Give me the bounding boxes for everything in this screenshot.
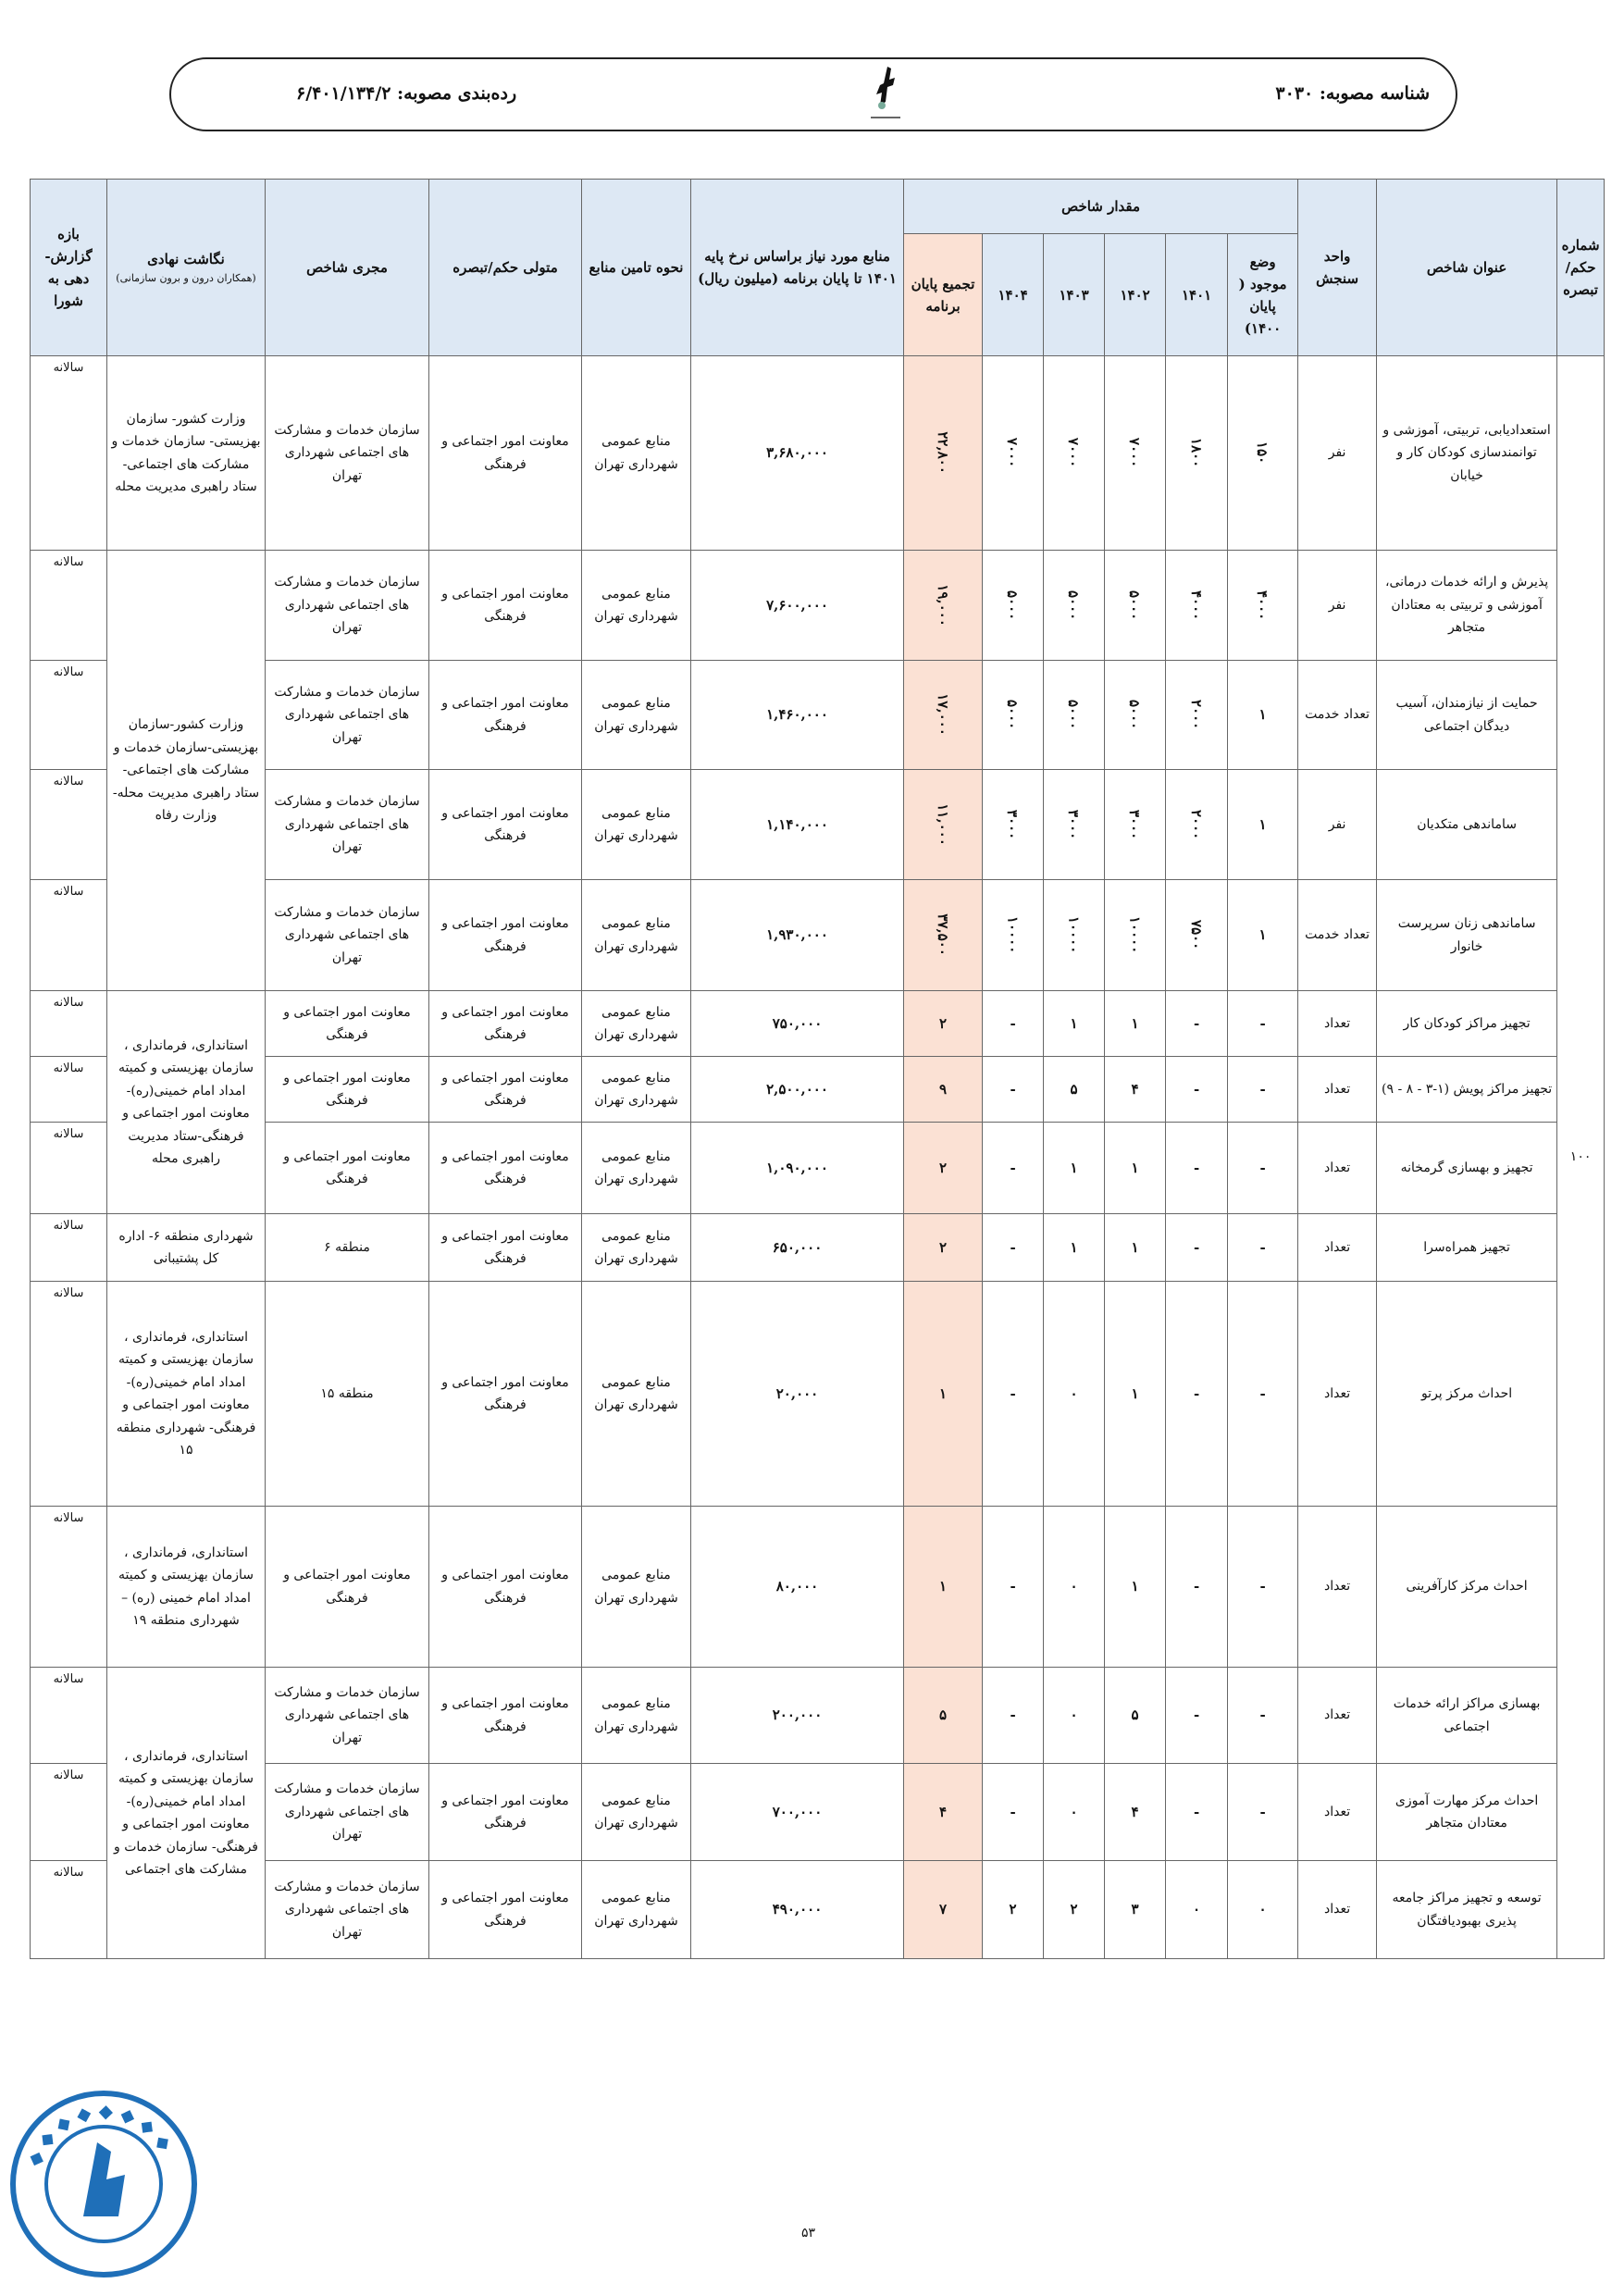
value-y1402: ۴: [1105, 1057, 1166, 1123]
baseline-value: ۰: [1228, 1861, 1298, 1959]
reporting-period: سالانه: [31, 1214, 107, 1282]
indicator-title: پذیرش و ارائه خدمات درمانی، آموزشی و تربیتی به معتادان متجاهر: [1377, 551, 1557, 661]
total-value-value: ۱۷,۰۰۰: [935, 693, 952, 737]
value-y1401: [1166, 880, 1228, 991]
unit: تعداد خدمت: [1298, 880, 1377, 991]
unit: تعداد: [1298, 1507, 1377, 1668]
resources-value: ۷۰۰,۰۰۰: [691, 1764, 904, 1861]
indicator-title: ساماندهی متکدیان: [1377, 770, 1557, 880]
baseline-value: -: [1228, 1668, 1298, 1764]
total-value: [904, 551, 983, 661]
value-y1403: ۰: [1044, 1282, 1105, 1507]
unit: نفر: [1298, 356, 1377, 551]
header-period: بازه گزارش- دهی به شورا: [31, 180, 107, 356]
total-value-value: ۲۲,۸۰۰: [935, 431, 952, 475]
custodian: معاونت امور اجتماعی و فرهنگی: [429, 880, 582, 991]
value-y1401: -: [1166, 1282, 1228, 1507]
value-y1402: [1105, 661, 1166, 770]
institutional-partners: شهرداری منطقه ۶- اداره کل پشتیبانی: [107, 1214, 266, 1282]
total-value: ۹: [904, 1057, 983, 1123]
custodian: معاونت امور اجتماعی و فرهنگی: [429, 770, 582, 880]
baseline-value: -: [1228, 1282, 1298, 1507]
resources-value: ۱,۱۴۰,۰۰۰: [691, 770, 904, 880]
reporting-period: سالانه: [31, 1123, 107, 1214]
indicator-title: توسعه و تجهیز مراکز جامعه پذیری بهبودیافتگان: [1377, 1861, 1557, 1959]
decree-classification: رده‌بندی مصوبه: ۶/۴۰۱/۱۳۴/۲: [296, 83, 517, 104]
funding-source: منابع عمومی شهرداری تهران: [582, 661, 691, 770]
value-y1401-value: ۲۰۰۰: [1188, 809, 1206, 840]
table-row: [31, 1123, 1605, 1214]
value-y1404: -: [983, 1282, 1044, 1507]
table-row: [31, 1861, 1605, 1959]
indicator-title: تجهیز همراه‌سرا: [1377, 1214, 1557, 1282]
resources-value: ۸۰,۰۰۰: [691, 1507, 904, 1668]
header-unit: واحد سنجش: [1298, 180, 1377, 356]
value-y1401: [1166, 661, 1228, 770]
reporting-period: سالانه: [31, 1057, 107, 1123]
value-y1401: [1166, 770, 1228, 880]
custodian: معاونت امور اجتماعی و فرهنگی: [429, 1214, 582, 1282]
baseline-value: -: [1228, 1764, 1298, 1861]
executor: سازمان خدمات و مشارکت های اجتماعی شهرداری تهران: [266, 1668, 429, 1764]
funding-source: منابع عمومی شهرداری تهران: [582, 770, 691, 880]
executor: سازمان خدمات و مشارکت های اجتماعی شهرداری تهران: [266, 770, 429, 880]
resources-value: ۲,۵۰۰,۰۰۰: [691, 1057, 904, 1123]
value-y1401: [1166, 356, 1228, 551]
value-y1401: -: [1166, 1057, 1228, 1123]
value-y1402: [1105, 356, 1166, 551]
value-y1402-value: ۵۰۰۰: [1126, 590, 1144, 621]
funding-source: منابع عمومی شهرداری تهران: [582, 1764, 691, 1861]
institutional-partners: وزارت کشور-سازمان بهزیستی-سازمان خدمات و مشارکت های اجتماعی-ستاد راهبری مدیریت محله- وزارت رفاه: [107, 551, 266, 991]
header-title: عنوان شاخص: [1377, 180, 1557, 356]
header-total: تجمیع پایان برنامه: [904, 234, 983, 356]
table-row: [31, 880, 1605, 991]
indicator-title: تجهیز مراکز پویش (۱-۳ - ۸ - ۹): [1377, 1057, 1557, 1123]
value-y1402: ۱: [1105, 1214, 1166, 1282]
institutional-partners: استانداری، فرمانداری ، سازمان بهزیستی و کمیته امداد امام خمینی(ره)-معاونت امور اجتماعی و فرهنگی- سازمان خدمات و مشارکت های اجتماعی: [107, 1668, 266, 1959]
executor: معاونت امور اجتماعی و فرهنگی: [266, 1507, 429, 1668]
executor: معاونت امور اجتماعی و فرهنگی: [266, 1123, 429, 1214]
value-y1402: ۱: [1105, 1507, 1166, 1668]
baseline-value: ۱: [1228, 770, 1298, 880]
value-y1404-value: ۳۰۰۰: [1004, 809, 1022, 840]
reporting-period: سالانه: [31, 551, 107, 661]
header-1402: ۱۴۰۲: [1105, 234, 1166, 356]
table-row: [31, 1668, 1605, 1764]
baseline-value: ۱: [1228, 661, 1298, 770]
resources-value: ۷,۶۰۰,۰۰۰: [691, 551, 904, 661]
custodian: معاونت امور اجتماعی و فرهنگی: [429, 1764, 582, 1861]
header-number: شماره حکم/ تبصره: [1557, 180, 1605, 356]
value-y1403: [1044, 770, 1105, 880]
baseline-value: -: [1228, 1214, 1298, 1282]
custodian: معاونت امور اجتماعی و فرهنگی: [429, 991, 582, 1057]
reporting-period: سالانه: [31, 661, 107, 770]
baseline-value: -: [1228, 1123, 1298, 1214]
value-y1402: ۱: [1105, 1282, 1166, 1507]
value-y1403: [1044, 661, 1105, 770]
table-body: [31, 356, 1605, 1959]
custodian: معاونت امور اجتماعی و فرهنگی: [429, 356, 582, 551]
funding-source: منابع عمومی شهرداری تهران: [582, 1214, 691, 1282]
value-y1402: [1105, 551, 1166, 661]
document-header: [169, 57, 1457, 131]
reporting-period: سالانه: [31, 1764, 107, 1861]
executor: معاونت امور اجتماعی و فرهنگی: [266, 991, 429, 1057]
unit: تعداد: [1298, 1057, 1377, 1123]
value-y1404: -: [983, 991, 1044, 1057]
total-value: ۵: [904, 1668, 983, 1764]
value-y1403: ۲: [1044, 1861, 1105, 1959]
value-y1403: [1044, 880, 1105, 991]
custodian: معاونت امور اجتماعی و فرهنگی: [429, 1668, 582, 1764]
institutional-partners: استانداری، فرمانداری ، سازمان بهزیستی و کمیته امداد امام خمینی(ره)-معاونت امور اجتماعی و فرهنگی-ستاد مدیریت راهبری محله: [107, 991, 266, 1214]
table-row: [31, 1282, 1605, 1507]
funding-source: منابع عمومی شهرداری تهران: [582, 1668, 691, 1764]
table-row: [31, 1057, 1605, 1123]
total-value: ۱: [904, 1282, 983, 1507]
executor: سازمان خدمات و مشارکت های اجتماعی شهرداری تهران: [266, 1861, 429, 1959]
value-y1402: ۱: [1105, 1123, 1166, 1214]
value-y1404: -: [983, 1668, 1044, 1764]
value-y1401: -: [1166, 991, 1228, 1057]
value-y1401-value: ۲۰۰۰: [1188, 700, 1206, 730]
baseline-value: [1228, 356, 1298, 551]
institutional-partners: استانداری، فرمانداری ، سازمان بهزیستی و کمیته امداد امام خمینی(ره)-معاونت امور اجتماعی و فرهنگی- شهرداری منطقه ۱۵: [107, 1282, 266, 1507]
value-y1401: -: [1166, 1214, 1228, 1282]
total-value-value: ۱۹,۰۰۰: [935, 584, 952, 627]
total-value: ۲: [904, 991, 983, 1057]
value-y1404: [983, 770, 1044, 880]
funding-source: منابع عمومی شهرداری تهران: [582, 356, 691, 551]
value-y1403: ۵: [1044, 1057, 1105, 1123]
reporting-period: سالانه: [31, 991, 107, 1057]
indicator-title: بهسازی مراکز ارائه خدمات اجتماعی: [1377, 1668, 1557, 1764]
value-y1404-value: ۵۰۰۰: [1004, 590, 1022, 621]
total-value-value: ۱۱,۰۰۰: [935, 803, 952, 846]
page-number: ۵۳: [801, 2226, 816, 2240]
indicator-title: تجهیز و بهسازی گرمخانه: [1377, 1123, 1557, 1214]
table-row: [31, 1507, 1605, 1668]
executor: سازمان خدمات و مشارکت های اجتماعی شهرداری تهران: [266, 1764, 429, 1861]
unit: نفر: [1298, 770, 1377, 880]
indicator-title: احداث مرکز کارآفرینی: [1377, 1507, 1557, 1668]
header-funding: نحوه تامین منابع: [582, 180, 691, 356]
custodian: معاونت امور اجتماعی و فرهنگی: [429, 1507, 582, 1668]
value-y1403: ۱: [1044, 991, 1105, 1057]
unit: نفر: [1298, 551, 1377, 661]
reporting-period: سالانه: [31, 356, 107, 551]
value-y1404: ۲: [983, 1861, 1044, 1959]
council-logo-icon: [867, 65, 904, 126]
funding-source: منابع عمومی شهرداری تهران: [582, 551, 691, 661]
executor: سازمان خدمات و مشارکت های اجتماعی شهرداری تهران: [266, 551, 429, 661]
unit: تعداد: [1298, 1764, 1377, 1861]
table-row: [31, 551, 1605, 661]
resources-value: ۶۵۰,۰۰۰: [691, 1214, 904, 1282]
table-row: [31, 1214, 1605, 1282]
value-y1403: ۰: [1044, 1507, 1105, 1668]
unit: تعداد: [1298, 1282, 1377, 1507]
value-y1403-value: ۱۰۰۰۰: [1065, 916, 1083, 954]
custodian: معاونت امور اجتماعی و فرهنگی: [429, 661, 582, 770]
header-executor: مجری شاخص: [266, 180, 429, 356]
indicator-title: ساماندهی زنان سرپرست خانوار: [1377, 880, 1557, 991]
institutional-partners: استانداری، فرمانداری ، سازمان بهزیستی و کمیته امداد امام خمینی (ره) – شهرداری منطقه ۱۹: [107, 1507, 266, 1668]
reporting-period: سالانه: [31, 1507, 107, 1668]
value-y1401: [1166, 551, 1228, 661]
unit: تعداد: [1298, 1668, 1377, 1764]
value-y1402: ۵: [1105, 1668, 1166, 1764]
total-value: [904, 356, 983, 551]
reporting-period: سالانه: [31, 1861, 107, 1959]
reporting-period: سالانه: [31, 770, 107, 880]
value-y1401-value: ۴۰۰۰: [1188, 590, 1206, 621]
header-resources: منابع مورد نیاز براساس نرخ پایه ۱۴۰۱ تا پایان برنامه (میلیون ریال): [691, 180, 904, 356]
total-value: ۲: [904, 1123, 983, 1214]
total-value: [904, 661, 983, 770]
value-y1401: -: [1166, 1764, 1228, 1861]
value-y1402-value: ۷۰۰۰: [1126, 438, 1144, 468]
value-y1403: ۰: [1044, 1668, 1105, 1764]
custodian: معاونت امور اجتماعی و فرهنگی: [429, 1057, 582, 1123]
value-y1402: [1105, 880, 1166, 991]
clause-number: ۱۰۰: [1557, 356, 1605, 1959]
baseline-value-value: ۴۰۰۰: [1254, 590, 1271, 621]
baseline-value: -: [1228, 1507, 1298, 1668]
table-row: [31, 356, 1605, 551]
header-1403: ۱۴۰۳: [1044, 234, 1105, 356]
value-y1404-value: ۱۰۰۰۰: [1004, 916, 1022, 954]
value-y1404: [983, 551, 1044, 661]
value-y1403: ۰: [1044, 1764, 1105, 1861]
value-y1401: ۰: [1166, 1861, 1228, 1959]
total-value: ۱: [904, 1507, 983, 1668]
resources-value: ۴۹۰,۰۰۰: [691, 1861, 904, 1959]
value-y1404-value: ۵۰۰۰: [1004, 700, 1022, 730]
reporting-period: سالانه: [31, 1282, 107, 1507]
resources-value: ۱,۰۹۰,۰۰۰: [691, 1123, 904, 1214]
table-row: [31, 661, 1605, 770]
executor: سازمان خدمات و مشارکت های اجتماعی شهرداری تهران: [266, 661, 429, 770]
unit: تعداد: [1298, 1861, 1377, 1959]
indicator-title: احداث مرکز مهارت آموزی معتادان متجاهر: [1377, 1764, 1557, 1861]
baseline-value: -: [1228, 1057, 1298, 1123]
value-y1404: -: [983, 1764, 1044, 1861]
custodian: معاونت امور اجتماعی و فرهنگی: [429, 1123, 582, 1214]
total-value-value: ۳۷,۵۰۰: [935, 913, 952, 957]
table-row: [31, 1764, 1605, 1861]
value-y1403: ۱: [1044, 1214, 1105, 1282]
value-y1404: -: [983, 1057, 1044, 1123]
value-y1401-value: ۷۵۰۰: [1188, 920, 1206, 950]
resources-value: ۲۰,۰۰۰: [691, 1282, 904, 1507]
table-row: [31, 991, 1605, 1057]
executor: منطقه ۶: [266, 1214, 429, 1282]
baseline-value: ۱: [1228, 880, 1298, 991]
funding-source: منابع عمومی شهرداری تهران: [582, 1507, 691, 1668]
header-1401: ۱۴۰۱: [1166, 234, 1228, 356]
header-indicator-value: مقدار شاخص: [904, 180, 1298, 234]
total-value: ۴: [904, 1764, 983, 1861]
custodian: معاونت امور اجتماعی و فرهنگی: [429, 1282, 582, 1507]
indicator-title: حمایت از نیازمندان، آسیب دیدگان اجتماعی: [1377, 661, 1557, 770]
unit: تعداد: [1298, 991, 1377, 1057]
value-y1404: -: [983, 1123, 1044, 1214]
total-value: [904, 770, 983, 880]
funding-source: منابع عمومی شهرداری تهران: [582, 1282, 691, 1507]
value-y1401: -: [1166, 1668, 1228, 1764]
funding-source: منابع عمومی شهرداری تهران: [582, 1123, 691, 1214]
resources-value: ۲۰۰,۰۰۰: [691, 1668, 904, 1764]
value-y1403: ۱: [1044, 1123, 1105, 1214]
value-y1401-value: ۱۸۰۰: [1188, 438, 1206, 468]
institutional-partners: وزارت کشور- سازمان بهزیستی- سازمان خدمات و مشارکت های اجتماعی-ستاد راهبری مدیریت محله: [107, 356, 266, 551]
resources-value: ۱,۹۳۰,۰۰۰: [691, 880, 904, 991]
value-y1402: [1105, 770, 1166, 880]
executor: سازمان خدمات و مشارکت های اجتماعی شهرداری تهران: [266, 356, 429, 551]
value-y1403-value: ۷۰۰۰: [1065, 438, 1083, 468]
indicator-title: تجهیز مراکز کودکان کار: [1377, 991, 1557, 1057]
value-y1402: ۱: [1105, 991, 1166, 1057]
funding-source: منابع عمومی شهرداری تهران: [582, 1057, 691, 1123]
value-y1401: -: [1166, 1123, 1228, 1214]
value-y1404-value: ۷۰۰۰: [1004, 438, 1022, 468]
value-y1402: ۳: [1105, 1861, 1166, 1959]
decree-id: شناسه مصوبه: ۳۰۳۰: [1275, 83, 1430, 104]
value-y1403-value: ۵۰۰۰: [1065, 700, 1083, 730]
value-y1403-value: ۵۰۰۰: [1065, 590, 1083, 621]
custodian: معاونت امور اجتماعی و فرهنگی: [429, 551, 582, 661]
value-y1403: [1044, 551, 1105, 661]
total-value: ۷: [904, 1861, 983, 1959]
executor: معاونت امور اجتماعی و فرهنگی: [266, 1057, 429, 1123]
total-value: ۲: [904, 1214, 983, 1282]
reporting-period: سالانه: [31, 880, 107, 991]
header-partners-sub: (همکاران درون و برون سازمانی): [116, 272, 256, 285]
funding-source: منابع عمومی شهرداری تهران: [582, 1861, 691, 1959]
value-y1401: -: [1166, 1507, 1228, 1668]
header-custodian: متولی حکم/تبصره: [429, 180, 582, 356]
indicator-title: احداث مرکز پرتو: [1377, 1282, 1557, 1507]
executor: سازمان خدمات و مشارکت های اجتماعی شهرداری تهران: [266, 880, 429, 991]
indicator-title: استعدادیابی، تربیتی، آموزشی و توانمندسازی کودکان کار و خیابان: [1377, 356, 1557, 551]
table-row: [31, 770, 1605, 880]
baseline-value-value: ۱۵۰: [1254, 441, 1271, 465]
resources-value: ۱,۴۶۰,۰۰۰: [691, 661, 904, 770]
resources-value: ۳,۶۸۰,۰۰۰: [691, 356, 904, 551]
executor: منطقه ۱۵: [266, 1282, 429, 1507]
funding-source: منابع عمومی شهرداری تهران: [582, 991, 691, 1057]
reporting-period: سالانه: [31, 1668, 107, 1764]
value-y1404: -: [983, 1507, 1044, 1668]
value-y1402-value: ۱۰۰۰۰: [1126, 916, 1144, 954]
unit: تعداد: [1298, 1214, 1377, 1282]
value-y1402-value: ۵۰۰۰: [1126, 700, 1144, 730]
baseline-value: -: [1228, 991, 1298, 1057]
value-y1402: ۴: [1105, 1764, 1166, 1861]
value-y1404: -: [983, 1214, 1044, 1282]
value-y1404: [983, 880, 1044, 991]
header-baseline: وضع موجود ( پایان ۱۴۰۰): [1228, 234, 1298, 356]
value-y1404: [983, 661, 1044, 770]
svg-text:◆ ◆ ◆ ◆ ◆ ◆ ◆ ◆: ◆ ◆ ◆ ◆ ◆ ◆ ◆ ◆: [22, 2099, 178, 2169]
header-partners-label: نگاشت نهادی: [147, 251, 225, 268]
council-stamp: [9, 2087, 199, 2281]
unit: تعداد خدمت: [1298, 661, 1377, 770]
header-1404: ۱۴۰۴: [983, 234, 1044, 356]
resources-value: ۷۵۰,۰۰۰: [691, 991, 904, 1057]
header-partners: [107, 180, 266, 356]
value-y1404: [983, 356, 1044, 551]
value-y1403-value: ۳۰۰۰: [1065, 809, 1083, 840]
custodian: معاونت امور اجتماعی و فرهنگی: [429, 1861, 582, 1959]
value-y1403: [1044, 356, 1105, 551]
indicators-table: [30, 179, 1605, 1959]
total-value: [904, 880, 983, 991]
value-y1402-value: ۳۰۰۰: [1126, 809, 1144, 840]
funding-source: منابع عمومی شهرداری تهران: [582, 880, 691, 991]
baseline-value: [1228, 551, 1298, 661]
unit: تعداد: [1298, 1123, 1377, 1214]
